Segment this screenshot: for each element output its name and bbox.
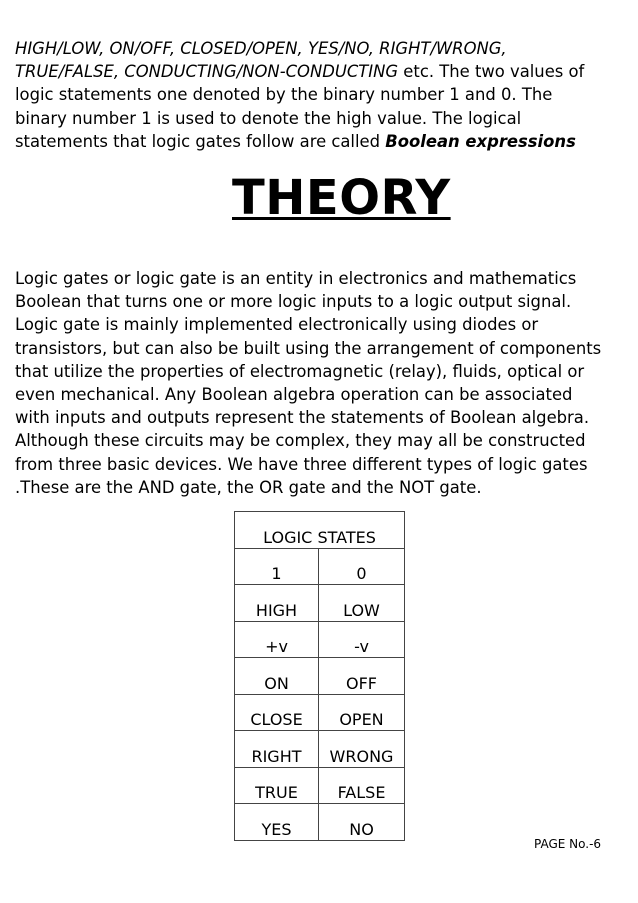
body-paragraph: Logic gates or logic gate is an entity in electronics and mathematics Boolean that turns one or more logic inputs to a logic output signal. Logic gate is mainly implemented electronically using diodes or transistors, but can also be built using the arrangement of components that utilize the properties of electromagnetic (relay), fluids, optical or even mechanical. Any Boolean algebra operation can be associated with inputs and outputs represent the statements of Boolean algebra. Although these circuits may be complex, they may all be constructed from three basic devices. We have three different types of logic gates .These are the AND gate, the OR gate and the NOT gate. — [15, 269, 602, 497]
intro-paragraph — [15, 37, 635, 153]
intro-emphasis: Boolean expressions — [385, 131, 576, 151]
table-cell-zero-state: OFF — [319, 658, 405, 695]
table-cell-zero-state: LOW — [319, 585, 405, 622]
table-row — [235, 621, 405, 658]
table-cell-zero-state: 0 — [319, 548, 405, 585]
table-row — [235, 585, 405, 622]
intro-italic-terms: HIGH/LOW, ON/OFF, CLOSED/OPEN, YES/NO, RIGHT/WRONG, TRUE/FALSE, CONDUCTING/NON-CONDUCTING — [15, 39, 507, 82]
table-row — [235, 694, 405, 731]
table-cell-one-state: +v — [235, 621, 319, 658]
table-cell-one-state: RIGHT — [235, 731, 319, 768]
table-cell-zero-state: -v — [319, 621, 405, 658]
table-row — [235, 804, 405, 841]
table-row — [235, 548, 405, 585]
table-row — [235, 658, 405, 695]
logic-states-table — [234, 511, 405, 841]
table-cell-one-state: CLOSE — [235, 694, 319, 731]
page-number: PAGE No.-6 — [534, 837, 602, 851]
table-row — [235, 731, 405, 768]
table-cell-one-state: HIGH — [235, 585, 319, 622]
table-header-cell: LOGIC STATES — [235, 512, 405, 549]
table-cell-zero-state: OPEN — [319, 694, 405, 731]
intro-text: etc. The two values of logic statements one denoted by the binary number 1 and 0. The binary number 1 is used to denote the high value. The logical statements that logic gates follow are called — [15, 62, 585, 151]
table-cell-zero-state: WRONG — [319, 731, 405, 768]
table-cell-one-state: ON — [235, 658, 319, 695]
table-header-row — [235, 512, 405, 549]
table-cell-zero-state: NO — [319, 804, 405, 841]
table-row — [235, 767, 405, 804]
section-heading: THEORY — [232, 170, 451, 226]
table-cell-one-state: YES — [235, 804, 319, 841]
table-cell-one-state: 1 — [235, 548, 319, 585]
table-cell-one-state: TRUE — [235, 767, 319, 804]
table-cell-zero-state: FALSE — [319, 767, 405, 804]
logic-states-table-body — [235, 512, 405, 841]
